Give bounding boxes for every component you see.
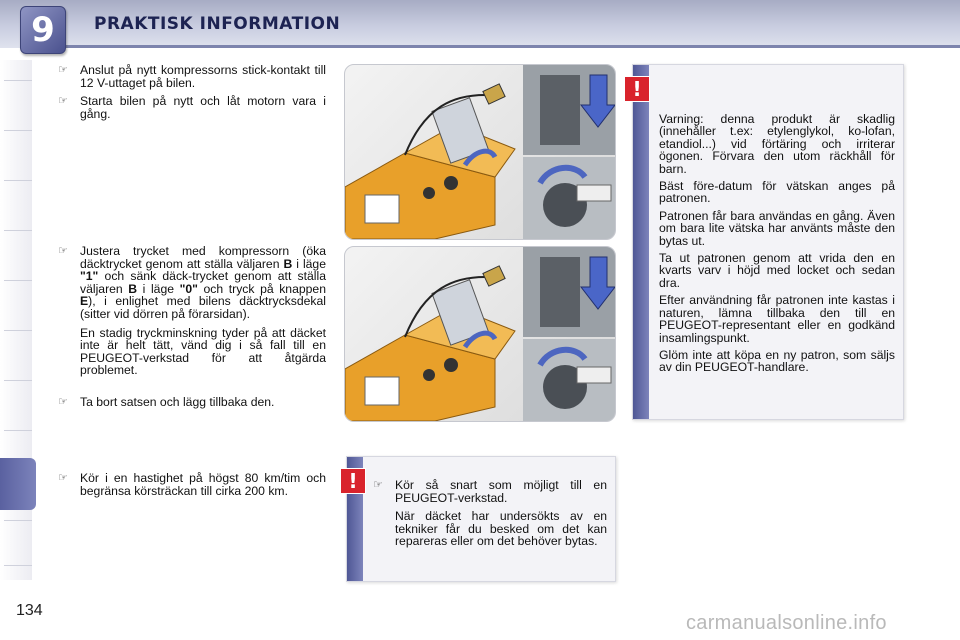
chapter-tab[interactable]: [4, 380, 32, 421]
instruction-item: [58, 471, 326, 498]
chapter-tab[interactable]: [4, 565, 32, 606]
instruction-text: Ta bort satsen och lägg tillbaka den.: [80, 395, 275, 409]
page-number: 134: [16, 602, 43, 619]
instruction-item: [58, 395, 326, 409]
chapter-tab-active[interactable]: [0, 458, 36, 510]
warning-text: [659, 113, 895, 379]
page-title: PRAKTISK INFORMATION: [94, 14, 341, 34]
chapter-tab[interactable]: [4, 80, 32, 121]
chapter-tab[interactable]: [4, 330, 32, 371]
warning-paragraph: Varning: denna produkt är skadlig (innehåller t.ex: etylenglykol, ko-lofan, etandiol...) vid förtäring och irriterar ögonen. Förvara den utom räckhåll för barn.: [659, 112, 895, 176]
warning-paragraph: Ta ut patronen genom att vrida den en kvarts varv i höjd med locket och sedan dra.: [659, 251, 895, 290]
chapter-tab[interactable]: [4, 180, 32, 221]
warning-paragraph: Bäst före-datum för vätskan anges på patronen.: [659, 179, 895, 206]
pointer-icon: ☞: [58, 395, 68, 408]
instruction-text: Justera trycket med kompressorn (öka däcktrycket genom att ställa väljaren B i läge "1" och sänk däck-trycket genom att ställa väljaren B i läge "0" och tryck på knappen E), i enlighet med bilens däcktrycksdekal (sitter vid dörren på förarsidan).: [80, 244, 326, 321]
warning-exclamation-icon: !: [340, 468, 366, 494]
instruction-continuation: En stadig tryckminskning tyder på att däcket inte är helt tätt, vänd dig i så fall till en PEUGEOT-verkstad för att åtgärda problemet.: [80, 325, 326, 378]
pointer-icon: ☞: [58, 471, 68, 484]
warning-accent-bar: [633, 65, 649, 419]
chapter-tab[interactable]: [4, 280, 32, 321]
compressor-kit-illustration: [345, 247, 615, 421]
instruction-item: [58, 63, 326, 90]
header-divider: [60, 45, 960, 48]
chapter-tab[interactable]: [4, 130, 32, 171]
pointer-icon: ☞: [373, 478, 383, 491]
chapter-tab[interactable]: [4, 230, 32, 271]
instruction-text: Anslut på nytt kompressorns stick-kontakt till 12 V-uttaget på bilen.: [80, 63, 326, 90]
pointer-icon: ☞: [58, 63, 68, 76]
warning-paragraph: Kör så snart som möjligt till en PEUGEOT-verkstad.: [395, 478, 607, 505]
chapter-badge: 9: [20, 6, 66, 54]
warning-paragraph: När däcket har undersökts av en tekniker får du besked om det kan repareras eller om det behöver bytas.: [395, 509, 607, 549]
illustration-pressure-adjust: [344, 246, 616, 422]
warning-panel-bottom: [346, 456, 616, 582]
watermark: carmanualsonline.info: [686, 612, 887, 634]
warning-paragraph: Glöm inte att köpa en ny patron, som säljs av din PEUGEOT-handlare.: [659, 347, 895, 375]
warning-paragraph: Efter användning får patronen inte kastas i naturen, lämna tillbaka den till en PEUGEOT-representant eller en godkänd insamlingspunkt.: [659, 293, 895, 345]
instruction-item: [58, 94, 326, 121]
warning-panel-top: [632, 64, 904, 420]
chapter-tab[interactable]: [4, 520, 32, 561]
instruction-item: [58, 244, 326, 378]
instruction-text: Starta bilen på nytt och låt motorn vara i gång.: [80, 94, 326, 121]
warning-item: [373, 478, 607, 549]
pointer-icon: ☞: [58, 94, 68, 107]
instruction-text: Kör i en hastighet på högst 80 km/tim och begränsa körsträckan till cirka 200 km.: [80, 471, 326, 498]
pointer-icon: ☞: [58, 244, 68, 257]
warning-exclamation-icon: !: [624, 76, 650, 102]
warning-paragraph: Patronen får bara användas en gång. Även om bara lite vätska har använts måste den bytas ut.: [659, 208, 895, 248]
illustration-compressor-connect: [344, 64, 616, 240]
compressor-kit-illustration: [345, 65, 615, 239]
